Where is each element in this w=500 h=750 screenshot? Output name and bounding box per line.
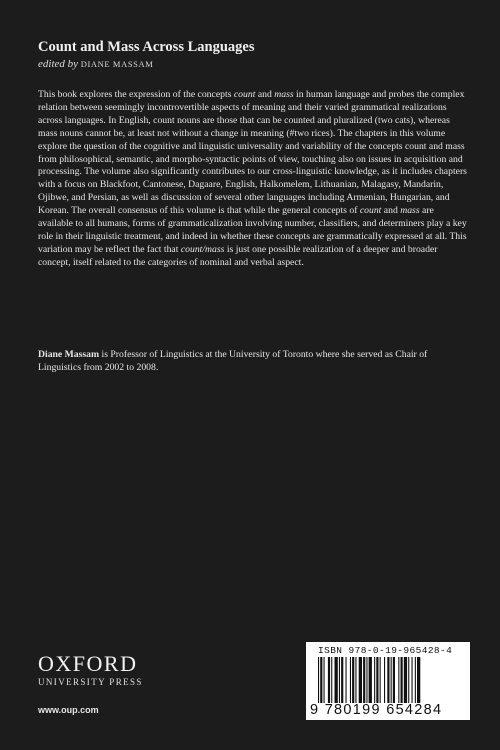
description-text: and xyxy=(381,205,401,217)
editor-line xyxy=(38,58,153,70)
description-text: This book explores the expression of the concepts xyxy=(38,89,234,100)
description-text: and xyxy=(255,89,275,100)
book-description xyxy=(38,89,470,270)
description-paragraph xyxy=(38,89,470,270)
description-emphasis: count/mass xyxy=(180,243,225,255)
description-emphasis: count xyxy=(233,89,256,100)
author-bio-text: is Professor of Linguistics at the University of Toronto where she served as Chair of Linguistics from 2002 to 2008. xyxy=(38,349,428,373)
description-emphasis: mass xyxy=(400,205,420,217)
isbn-label: ISBN 978-0-19-965428-4 xyxy=(318,645,453,656)
description-emphasis: mass xyxy=(274,89,294,100)
description-text: in human language and probes the complex relation between seemingly incontrovertible aspects of meaning and their varied grammatical realizations across languages. In English, count nouns are those that can be counted and pluralized (two cats), whereas mass nouns cannot be, at least not without a change in meaning (#two rices). The chapters in this volume explore the question of the cognitive and linguistic universality and variability of the concepts count and mass from philosophical, semantic, and morpho-syntactic points of view, touching also on issues in acquisition and processing. The volume also significantly contributes to our cross-linguistic knowledge, as it includes chapters with a focus on Blackfoot, Cantonese, Dagaare, English, Halkomelem, Lithuanian, Malagasy, Mandarin, Ojibwe, and Persian, as well as discussion of several other languages including Armenian, Hungarian, and Korean. The overall consensus of this volume is that while the general concepts of xyxy=(38,89,467,217)
edited-by-label: edited by xyxy=(38,58,79,70)
description-emphasis: count xyxy=(359,205,382,217)
barcode-digits: 9 780199 654284 xyxy=(310,702,443,718)
isbn-barcode-panel xyxy=(306,642,470,720)
editor-name: DIANE MASSAM xyxy=(80,59,154,69)
book-title: Count and Mass Across Languages xyxy=(38,39,255,55)
publisher-name: OXFORD xyxy=(38,651,138,676)
publisher-press: UNIVERSITY PRESS xyxy=(38,677,143,687)
description-text: is just one possible realization of a deeper and broader concept, itself related to the categories of nominal and verbal aspect. xyxy=(38,243,438,268)
barcode-icon xyxy=(316,657,460,703)
publisher-url: www.oup.com xyxy=(38,705,99,715)
author-name: Diane Massam xyxy=(38,349,100,360)
author-bio xyxy=(38,349,470,375)
publisher-logo xyxy=(38,653,143,687)
description-text: are available to all humans, forms of grammaticalization involving number, classifiers, and determiners play a key role in their linguistic treatment, and indeed in whether these concepts are grammatically expressed at all. This variation may be reflect the fact that xyxy=(38,205,467,255)
